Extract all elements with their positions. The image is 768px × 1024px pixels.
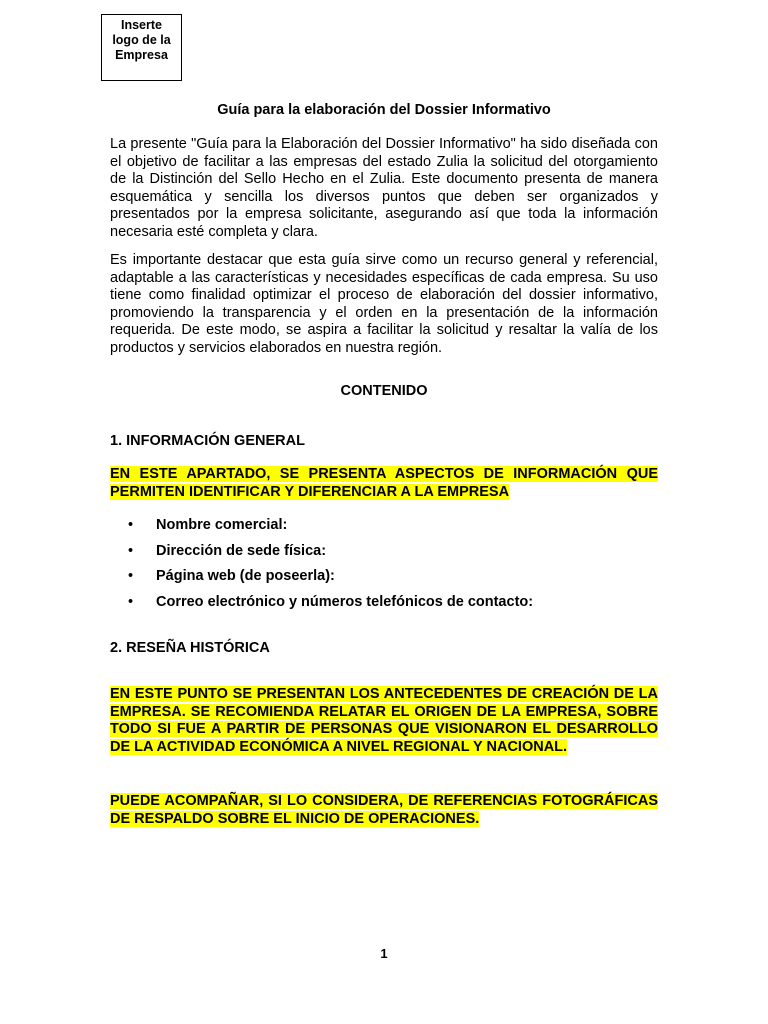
highlighted-text: PUEDE ACOMPAÑAR, SI LO CONSIDERA, DE REFERENCIAS FOTOGRÁFICAS DE RESPALDO SOBRE EL INICIO DE OPERACIONES. xyxy=(110,793,658,827)
logo-placeholder-line: Empresa xyxy=(115,48,168,62)
bullet-icon: • xyxy=(128,593,134,610)
bullet-icon: • xyxy=(128,517,134,533)
list-item-label: Correo electrónico y números telefónicos de contacto: xyxy=(156,593,534,610)
bullet-icon: • xyxy=(128,542,134,559)
section-heading: 1. INFORMACIÓN GENERAL xyxy=(110,433,305,449)
logo-placeholder-box xyxy=(101,14,182,81)
list-item-label: Nombre comercial: xyxy=(156,517,288,533)
bullet-icon: • xyxy=(128,568,134,584)
highlighted-instruction xyxy=(110,793,658,828)
section-heading: 2. RESEÑA HISTÓRICA xyxy=(110,640,270,656)
intro-paragraph: Es importante destacar que esta guía sirve como un recurso general y referencial, adaptable a las características y necesidades específicas de cada empresa. Su uso tiene como finalidad optimizar el proceso de elaboración del dossier informativo, promoviendo la transparencia y el orden en la presentación de la información requerida. De este modo, se aspira a facilitar la solicitud y resaltar la valía de los productos y servicios elaborados en nuestra región. xyxy=(110,252,658,356)
highlighted-instruction xyxy=(110,686,658,756)
logo-placeholder-line: Inserte xyxy=(121,18,162,32)
logo-placeholder-line: logo de la xyxy=(112,33,171,47)
highlighted-instruction xyxy=(110,466,658,501)
highlighted-text: EN ESTE APARTADO, SE PRESENTA ASPECTOS DE INFORMACIÓN QUE PERMITEN IDENTIFICAR Y DIFERENCIAR A LA EMPRESA xyxy=(110,466,658,500)
contents-heading: CONTENIDO xyxy=(340,383,428,399)
list-item-label: Dirección de sede física: xyxy=(156,542,327,559)
list-item-label: Página web (de poseerla): xyxy=(156,568,335,584)
list-item xyxy=(128,515,533,541)
list-item xyxy=(128,541,533,567)
list-item xyxy=(128,566,533,592)
intro-paragraph: La presente "Guía para la Elaboración del Dossier Informativo" ha sido diseñada con el objetivo de facilitar a las empresas del estado Zulia la solicitud del otorgamiento de la Distinción del Sello Hecho en el Zulia. Este documento presenta de manera esquemática y sencilla los diversos puntos que deben ser organizados y presentados por la empresa solicitante, asegurando así que toda la información necesaria esté completa y clara. xyxy=(110,136,658,240)
document-title: Guía para la elaboración del Dossier Informativo xyxy=(217,102,551,118)
highlighted-text: EN ESTE PUNTO SE PRESENTAN LOS ANTECEDENTES DE CREACIÓN DE LA EMPRESA. SE RECOMIENDA RELATAR EL ORIGEN DE LA EMPRESA, SOBRE TODO SI FUE A PARTIR DE PERSONAS QUE VISIONARON EL DESARROLLO DE LA ACTIVIDAD ECONÓMICA A NIVEL REGIONAL Y NACIONAL. xyxy=(110,686,658,755)
bullet-list xyxy=(128,515,533,617)
list-item xyxy=(128,592,533,618)
page-number: 1 xyxy=(380,946,388,961)
